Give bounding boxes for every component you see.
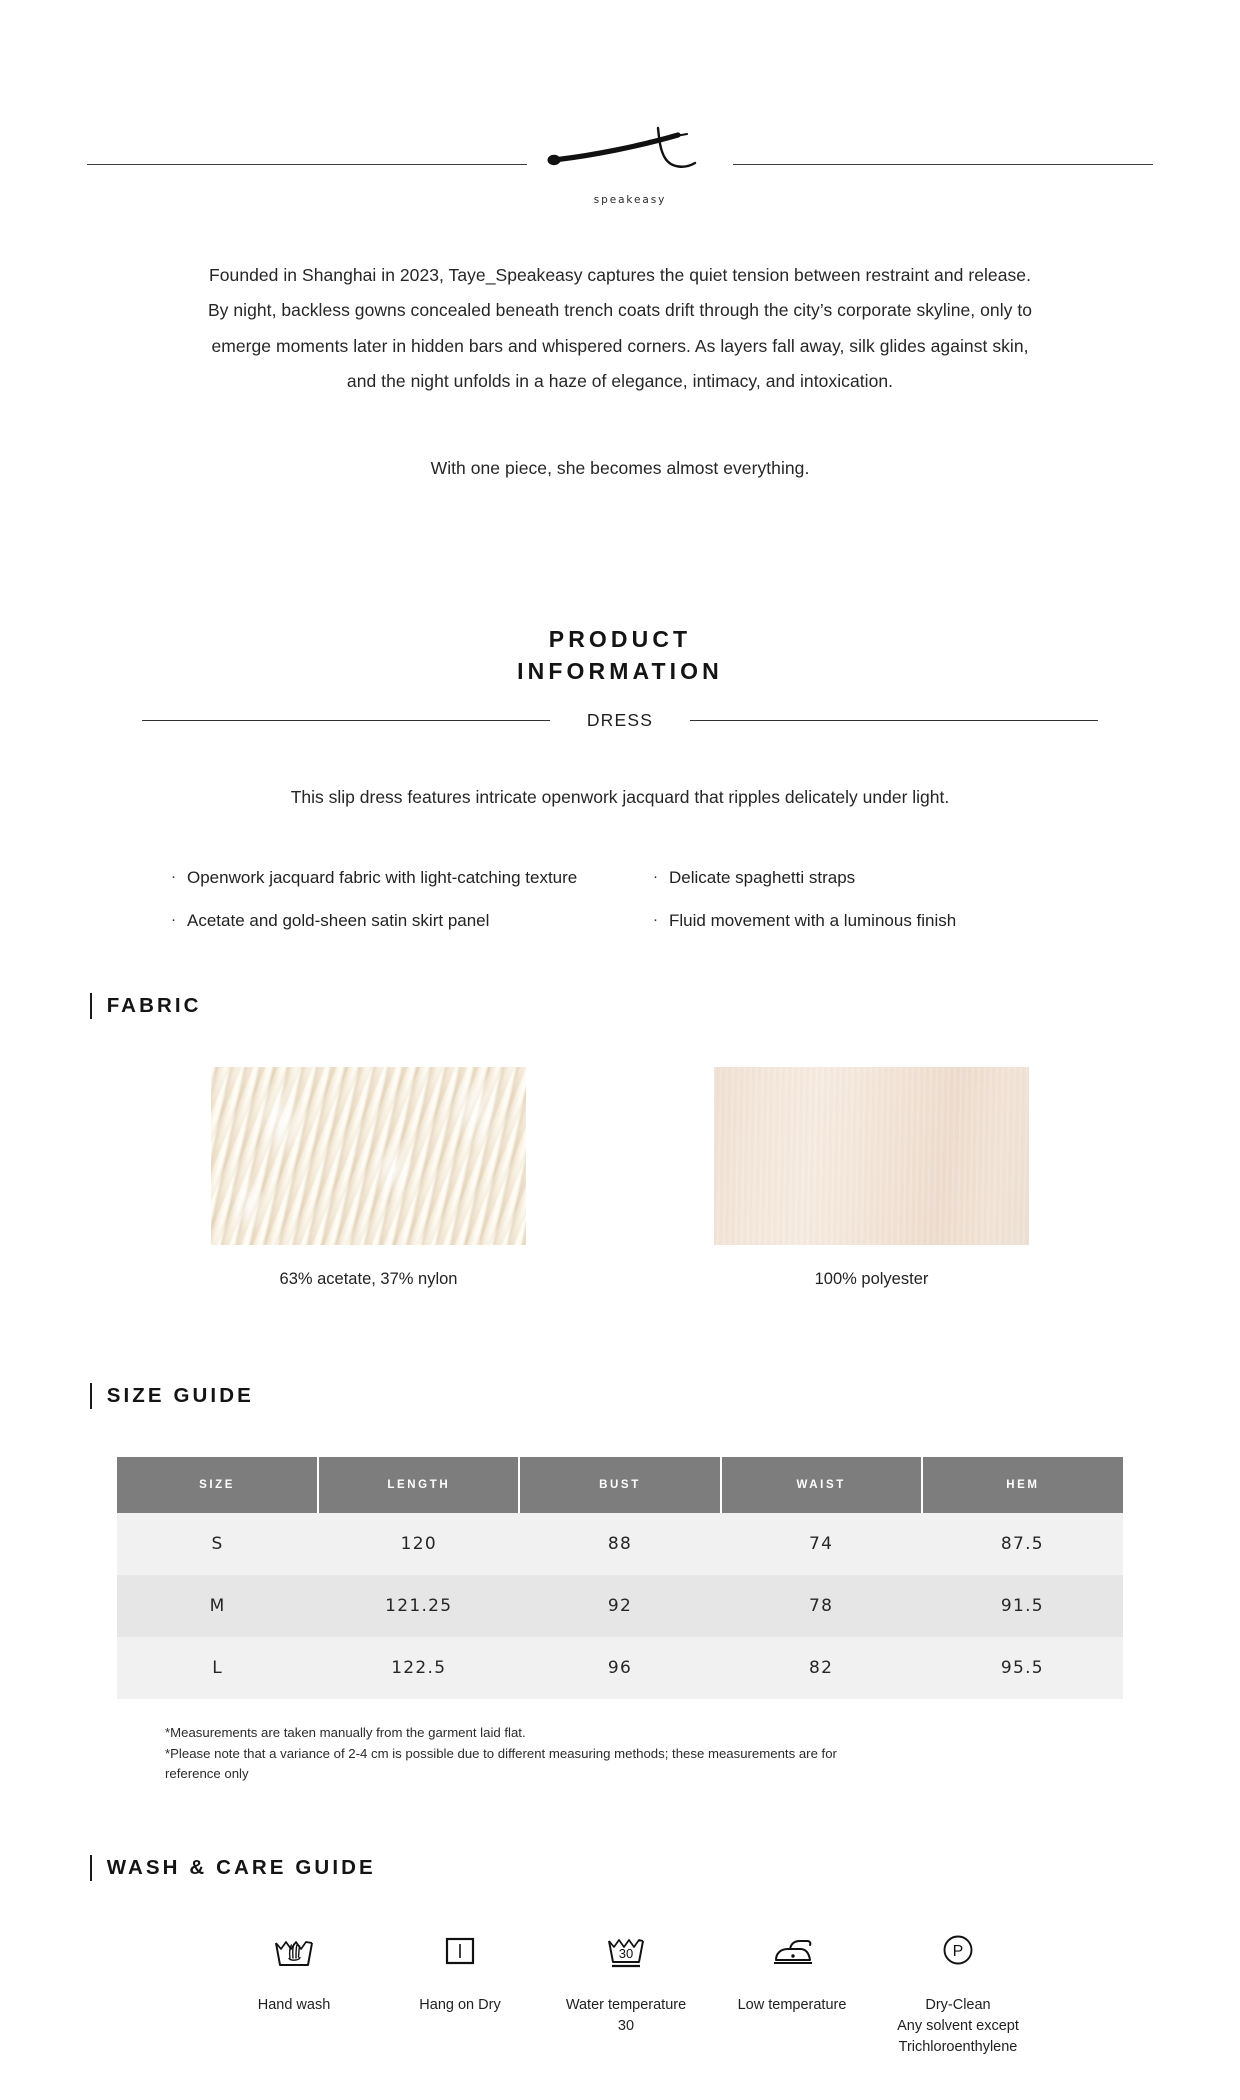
bullet-icon: · — [171, 910, 176, 928]
cell-size: M — [117, 1575, 318, 1637]
size-guide-heading-label: SIZE GUIDE — [106, 1384, 254, 1408]
fabric-swatch-caption: 63% acetate, 37% nylon — [279, 1270, 458, 1289]
feature-item — [653, 866, 1135, 891]
care-instruction-label: Water temperature 30 — [565, 1996, 687, 2034]
cell-hem: 95.5 — [922, 1637, 1123, 1699]
feature-label: Fluid movement with a luminous finish — [669, 910, 957, 930]
svg-text:P: P — [952, 1942, 964, 1960]
hang-dry-icon — [440, 1927, 480, 1973]
care-instruction-item — [875, 1927, 1041, 2058]
feature-item — [171, 866, 653, 891]
cell-length: 121.25 — [318, 1575, 519, 1637]
cell-hem: 91.5 — [922, 1575, 1123, 1637]
care-instruction-label: Hang on Dry — [419, 1996, 501, 2013]
product-feature-list — [105, 866, 1135, 933]
fabric-swatch-item — [211, 1067, 526, 1289]
bullet-icon: · — [653, 910, 658, 928]
hand-wash-icon — [270, 1927, 318, 1973]
product-category-divider — [0, 710, 1240, 731]
fabric-swatch-item — [714, 1067, 1029, 1289]
satin-fabric-swatch — [714, 1067, 1029, 1245]
wash-care-icon-row — [115, 1927, 1125, 2058]
product-information-title-line-1: PRODUCT — [548, 625, 692, 652]
size-guide-note: *Please note that a variance of 2-4 cm is possible due to different measuring methods; these measurements are for — [165, 1745, 837, 1761]
wash-care-heading-label: WASH & CARE GUIDE — [106, 1855, 376, 1879]
product-description: This slip dress features intricate openwork jacquard that ripples delicately under light. — [290, 787, 950, 808]
column-header-size: SIZE — [117, 1457, 318, 1513]
dry-clean-p-icon — [937, 1927, 979, 1973]
care-instruction-item — [543, 1927, 709, 2058]
cell-bust: 88 — [519, 1513, 720, 1575]
care-instruction-item — [709, 1927, 875, 2058]
cell-waist: 78 — [721, 1575, 922, 1637]
brand-intro — [120, 258, 1120, 487]
header-rule-right — [733, 164, 1153, 165]
category-rule-right — [690, 720, 1098, 722]
section-accent-bar — [90, 993, 92, 1019]
brush-stroke-logo-icon — [545, 122, 715, 174]
cell-waist: 74 — [721, 1513, 922, 1575]
wash-care-section-heading — [90, 1855, 1240, 1881]
category-rule-left — [142, 720, 550, 722]
care-instruction-label: Low temperature — [737, 1996, 847, 2013]
water-temperature-icon — [601, 1927, 651, 1973]
cell-bust: 96 — [519, 1637, 720, 1699]
feature-item — [653, 909, 1135, 934]
cell-hem: 87.5 — [922, 1513, 1123, 1575]
low-iron-icon — [766, 1927, 818, 1973]
cell-size: L — [117, 1637, 318, 1699]
size-guide-section-heading — [90, 1383, 1240, 1409]
column-header-length: LENGTH — [318, 1457, 519, 1513]
table-header-row — [117, 1457, 1123, 1513]
column-header-bust: BUST — [519, 1457, 720, 1513]
cell-waist: 82 — [721, 1637, 922, 1699]
size-guide-table — [117, 1457, 1123, 1699]
brand-wordmark: speakeasy — [593, 194, 667, 206]
feature-label: Acetate and gold-sheen satin skirt panel — [187, 910, 490, 930]
header-rule-left — [87, 164, 527, 165]
fabric-heading-label: FABRIC — [106, 994, 202, 1018]
care-instruction-label: Dry-Clean Any solvent except Trichloroenthylene — [897, 1996, 1019, 2055]
table-row — [117, 1637, 1123, 1699]
product-information-title-line-2: INFORMATION — [517, 658, 723, 685]
bullet-icon: · — [171, 868, 176, 886]
care-instruction-item — [377, 1927, 543, 2058]
intro-line: emerge moments later in hidden bars and whispered corners. As layers fall away, silk glides against skin, — [211, 335, 1029, 356]
cell-size: S — [117, 1513, 318, 1575]
size-guide-notes — [117, 1723, 1123, 1784]
site-header — [0, 0, 1240, 206]
product-category-label: DRESS — [586, 710, 654, 731]
cell-length: 122.5 — [318, 1637, 519, 1699]
water-temperature-value: 30 — [618, 1945, 634, 1961]
section-accent-bar — [90, 1383, 92, 1409]
cell-bust: 92 — [519, 1575, 720, 1637]
intro-line: Founded in Shanghai in 2023, Taye_Speakeasy captures the quiet tension between restraint and release. — [209, 265, 1031, 285]
fabric-swatch-caption: 100% polyester — [814, 1270, 929, 1289]
jacquard-fabric-swatch — [211, 1067, 526, 1245]
table-row — [117, 1575, 1123, 1637]
feature-item — [171, 909, 653, 934]
feature-label: Delicate spaghetti straps — [669, 868, 856, 888]
intro-line: By night, backless gowns concealed beneath trench coats drift through the city’s corporate skyline, only to — [207, 300, 1033, 321]
bullet-icon: · — [653, 868, 658, 886]
column-header-waist: WAIST — [721, 1457, 922, 1513]
brand-logo[interactable] — [535, 122, 725, 206]
cell-length: 120 — [318, 1513, 519, 1575]
table-row — [117, 1513, 1123, 1575]
fabric-swatch-group — [0, 1067, 1240, 1289]
feature-label: Openwork jacquard fabric with light-catching texture — [187, 868, 578, 888]
fabric-section-heading — [90, 993, 1240, 1019]
intro-tagline: With one piece, she becomes almost everything. — [430, 458, 810, 479]
section-accent-bar — [90, 1855, 92, 1881]
product-information-title — [0, 623, 1240, 688]
care-instruction-item — [211, 1927, 377, 2058]
care-instruction-label: Hand wash — [257, 1996, 331, 2013]
column-header-hem: HEM — [922, 1457, 1123, 1513]
size-guide-note: reference only — [165, 1766, 249, 1782]
size-guide-note: *Measurements are taken manually from the garment laid flat. — [165, 1725, 526, 1741]
intro-line: and the night unfolds in a haze of elegance, intimacy, and intoxication. — [346, 371, 894, 392]
